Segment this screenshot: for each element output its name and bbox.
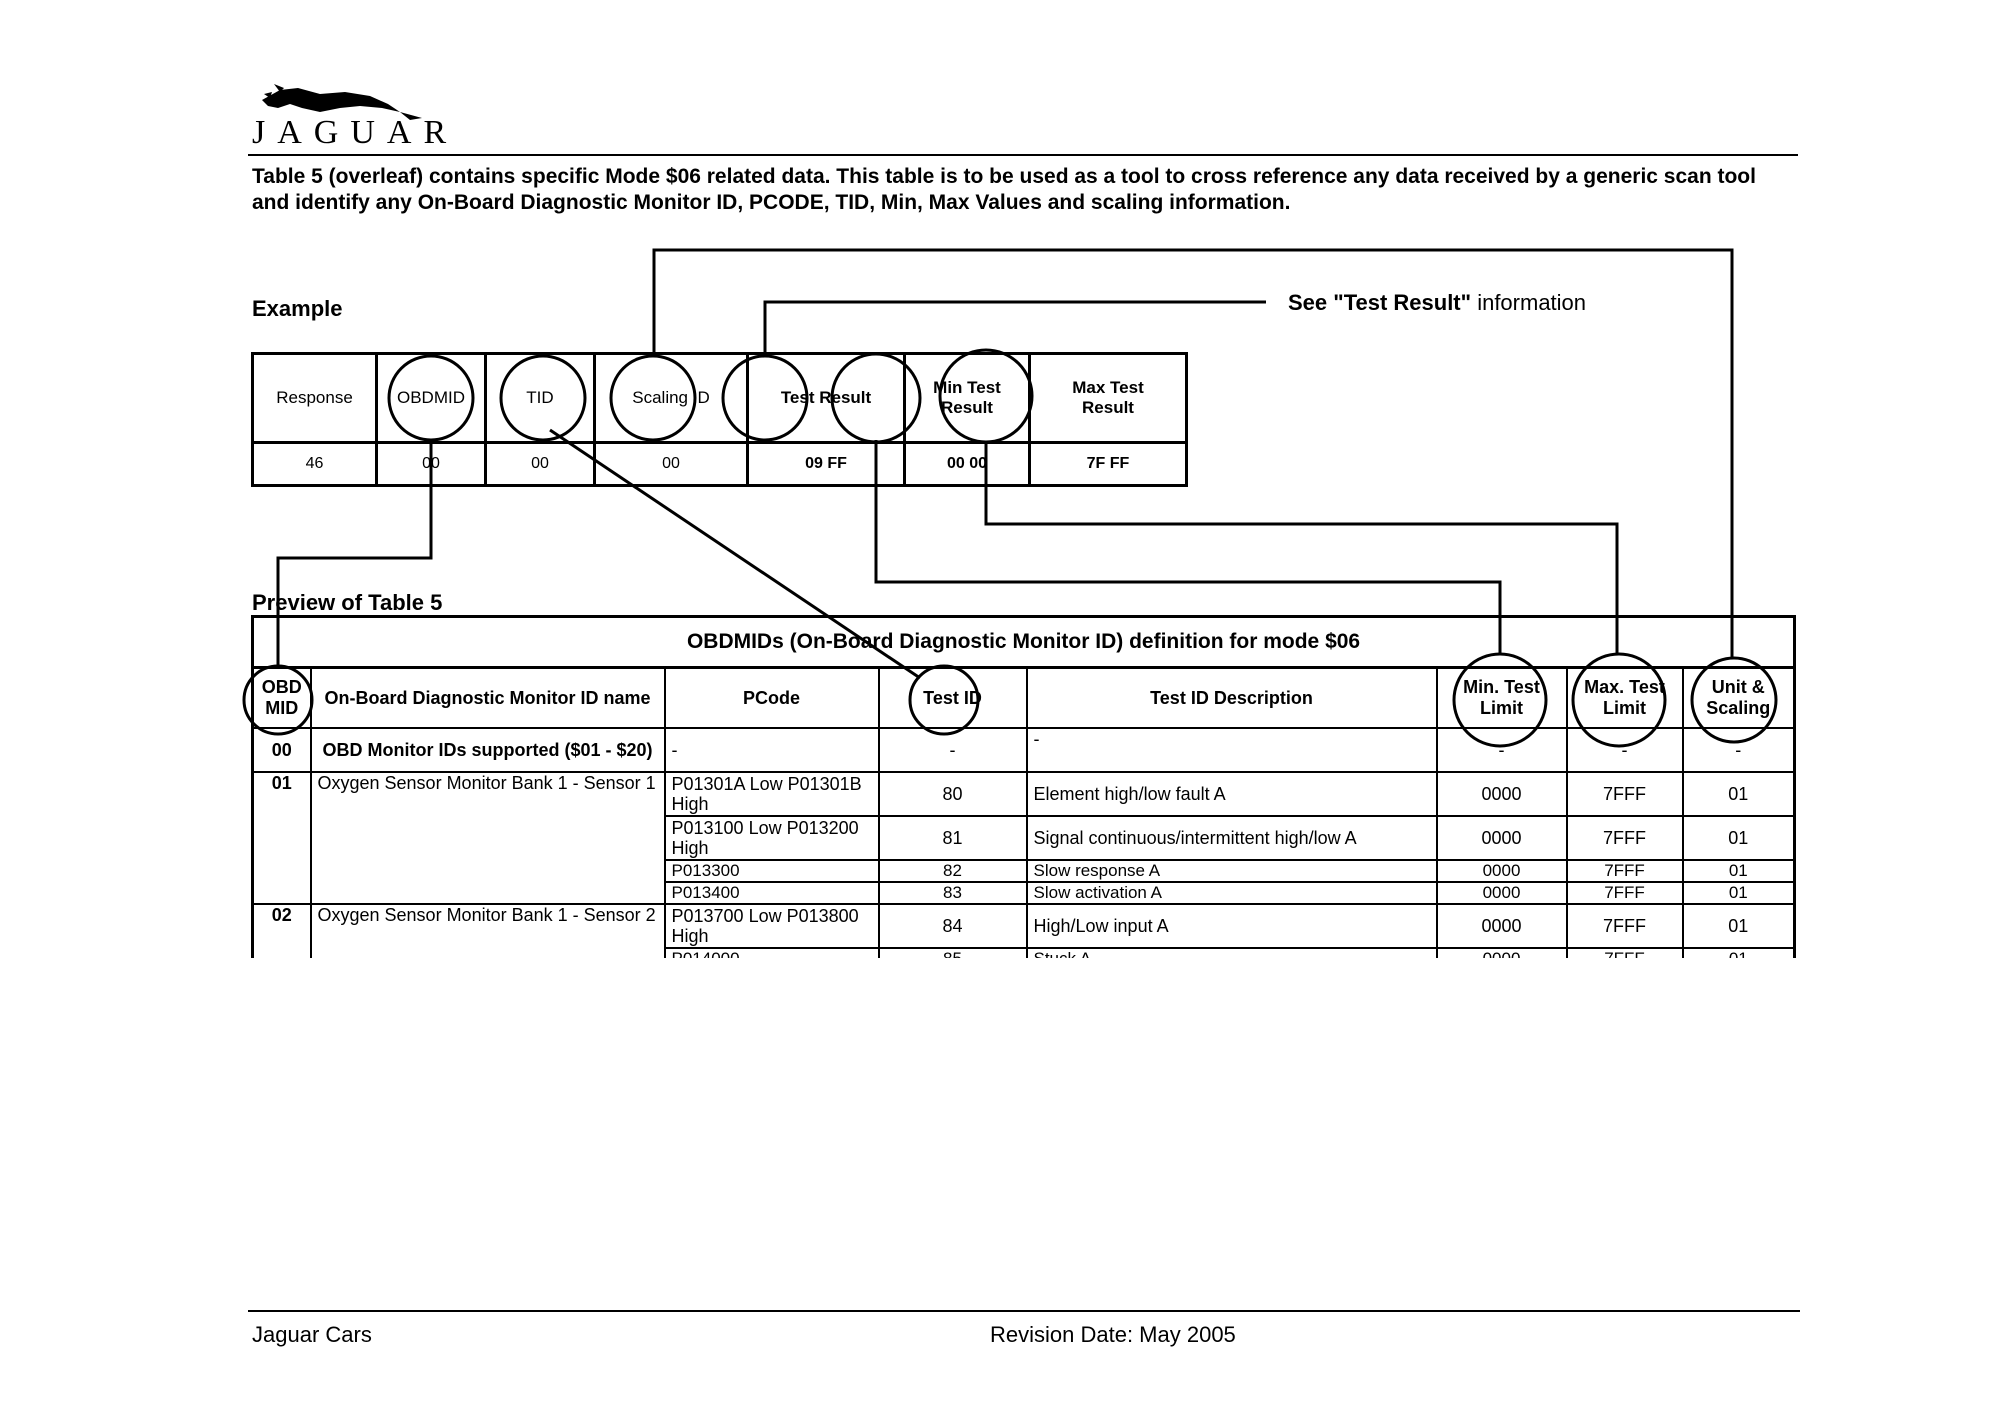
footer-rule — [248, 1310, 1800, 1312]
cell-description: Signal continuous/intermittent high/low A — [1027, 816, 1437, 860]
column-header-monitor-name: On-Board Diagnostic Monitor ID name — [311, 668, 665, 729]
cell-description: - — [1027, 728, 1437, 772]
preview-heading: Preview of Table 5 — [252, 590, 443, 615]
cell-pcode: - — [665, 728, 879, 772]
cell-max: 7FFF — [1567, 816, 1683, 860]
table-row — [253, 772, 1795, 816]
preview-table — [251, 615, 1796, 972]
footer-revision-date: Revision Date: May 2005 — [990, 1322, 1236, 1347]
column-header-test-id-description: Test ID Description — [1027, 668, 1437, 729]
cell-min: 0000 — [1437, 904, 1567, 948]
cell-obdmid: 02 — [253, 904, 311, 971]
connector-test-result-note — [765, 302, 1266, 356]
cell-min: 0000 — [1437, 882, 1567, 904]
column-header-max-test-limit: Max. Test Limit — [1567, 668, 1683, 729]
example-value-test-result: 09 FF — [748, 443, 905, 486]
footer-company: Jaguar Cars — [252, 1322, 372, 1347]
cell-max: 7FFF — [1567, 772, 1683, 816]
cell-pcode: P013700 Low P013800 High — [665, 904, 879, 948]
example-header-max-test-result: Max Test Result — [1030, 354, 1187, 443]
cell-pcode: P013400 — [665, 882, 879, 904]
cell-max: 7FFF — [1567, 860, 1683, 882]
example-heading: Example — [252, 296, 343, 321]
cell-test-id: 82 — [879, 860, 1027, 882]
column-header-unit-scaling: Unit & Scaling — [1683, 668, 1795, 729]
example-header-scaling-id: Scaling ID — [595, 354, 748, 443]
test-result-note-rest: information — [1471, 290, 1587, 315]
cell-unit: 01 — [1683, 816, 1795, 860]
cell-min: 0000 — [1437, 816, 1567, 860]
cell-obdmid: 00 — [253, 728, 311, 772]
example-header-obdmid: OBDMID — [377, 354, 486, 443]
example-header-min-test-result: Min Test Result — [905, 354, 1030, 443]
cell-description: Slow activation A — [1027, 882, 1437, 904]
cell-pcode: P013300 — [665, 860, 879, 882]
example-value-max-test-result: 7F FF — [1030, 443, 1187, 486]
test-result-note-bold: See "Test Result" — [1288, 290, 1472, 315]
cell-unit: - — [1683, 728, 1795, 772]
intro-paragraph: Table 5 (overleaf) contains specific Mode $06 related data. This table is to be used as a tool to cross reference any data received by a generic scan tool and identify any On-Board Diagnostic Monitor ID, PCODE, TID, Min, Max Values and scaling information. — [252, 165, 1756, 214]
example-value-obdmid: 00 — [377, 443, 486, 486]
column-header-test-id: Test ID — [879, 668, 1027, 729]
cell-unit: 01 — [1683, 904, 1795, 948]
cell-min: 0000 — [1437, 772, 1567, 816]
table-row — [253, 728, 1795, 772]
cell-description: High/Low input A — [1027, 904, 1437, 948]
cell-min: - — [1437, 728, 1567, 772]
cell-unit: 01 — [1683, 882, 1795, 904]
cell-pcode: P01301A Low P01301B High — [665, 772, 879, 816]
cell-description: Element high/low fault A — [1027, 772, 1437, 816]
column-header-obdmid: OBD MID — [253, 668, 311, 729]
cell-obdmid: 01 — [253, 772, 311, 904]
cell-monitor-name: OBD Monitor IDs supported ($01 - $20) — [311, 728, 665, 772]
example-header-response: Response — [253, 354, 377, 443]
preview-table-title: OBDMIDs (On-Board Diagnostic Monitor ID) definition for mode $06 — [253, 617, 1795, 668]
brand-wordmark: JAGUAR — [252, 114, 459, 151]
example-value-response: 46 — [253, 443, 377, 486]
test-result-note — [1288, 290, 1586, 316]
header-rule — [248, 154, 1798, 156]
preview-cutoff — [0, 958, 2000, 1018]
example-value-min-test-result: 00 00 — [905, 443, 1030, 486]
cell-max: 7FFF — [1567, 882, 1683, 904]
cell-description: Slow response A — [1027, 860, 1437, 882]
cell-min: 0000 — [1437, 860, 1567, 882]
table-row — [253, 904, 1795, 948]
example-value-scaling-id: 00 — [595, 443, 748, 486]
cell-pcode: P013100 Low P013200 High — [665, 816, 879, 860]
example-value-tid: 00 — [486, 443, 595, 486]
cell-test-id: 83 — [879, 882, 1027, 904]
column-header-min-test-limit: Min. Test Limit — [1437, 668, 1567, 729]
column-header-pcode: PCode — [665, 668, 879, 729]
example-header-tid: TID — [486, 354, 595, 443]
cell-max: - — [1567, 728, 1683, 772]
cell-monitor-name: Oxygen Sensor Monitor Bank 1 - Sensor 2 — [311, 904, 665, 971]
cell-test-id: 80 — [879, 772, 1027, 816]
example-table — [251, 352, 1188, 487]
cell-test-id: 84 — [879, 904, 1027, 948]
cell-max: 7FFF — [1567, 904, 1683, 948]
example-header-test-result: Test Result — [748, 354, 905, 443]
cell-monitor-name: Oxygen Sensor Monitor Bank 1 - Sensor 1 — [311, 772, 665, 904]
cell-unit: 01 — [1683, 860, 1795, 882]
cell-test-id: - — [879, 728, 1027, 772]
cell-unit: 01 — [1683, 772, 1795, 816]
cell-test-id: 81 — [879, 816, 1027, 860]
